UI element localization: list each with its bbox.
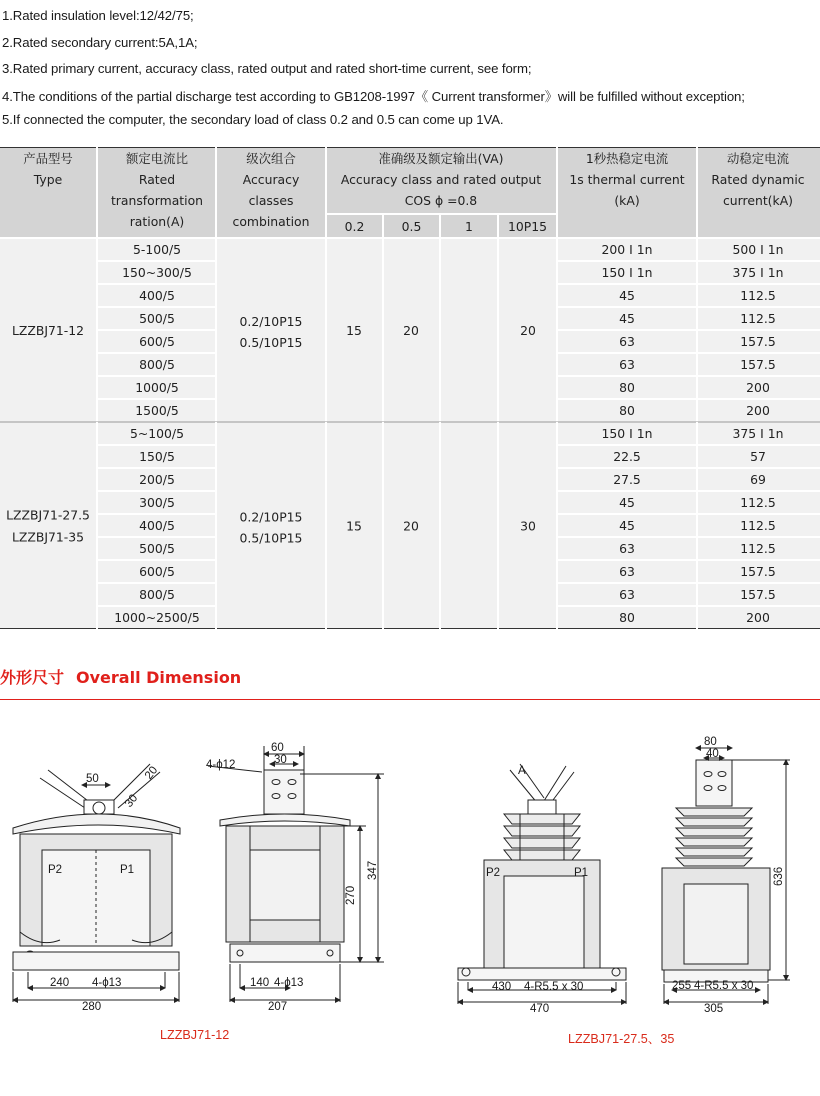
header-type-line: Type (33, 172, 63, 187)
cell-ratio: 400/5 (139, 518, 175, 533)
cell-output-05: 20 (403, 323, 419, 338)
note-2: 2.Rated secondary current:5A,1A; (2, 35, 198, 50)
header-accuracy-sub: 0.2 (344, 219, 365, 234)
cell-dynamic: 112.5 (740, 541, 776, 556)
cell-classes: 0.5/10P15 (239, 530, 303, 546)
cell-classes: 0.2/10P15 (239, 509, 303, 525)
cell-ratio: 5-100/5 (132, 242, 182, 257)
cell-dynamic: 57 (750, 449, 766, 464)
cell-type: LZZBJ71-27.5 (6, 507, 90, 523)
cell-dynamic: 112.5 (740, 495, 776, 510)
cell-ratio: 1000/5 (135, 380, 179, 395)
dim-80: 80 (704, 736, 717, 748)
cell-thermal: 63 (619, 334, 635, 349)
cell-ratio: 1000~2500/5 (114, 610, 200, 625)
cell-thermal: 22.5 (613, 449, 641, 464)
header-type-line: 产品型号 (23, 151, 73, 166)
cell-dynamic: 112.5 (740, 518, 776, 533)
header-ratio-line: Rated (138, 172, 176, 187)
cell-ratio: 600/5 (139, 564, 175, 579)
cell-thermal: 80 (619, 403, 635, 418)
dim-305: 305 (704, 1003, 724, 1015)
header-accuracy-line: COS ϕ =0.8 (404, 193, 478, 208)
cell-thermal: 63 (619, 357, 635, 372)
header-thermal-line: (kA) (614, 193, 640, 208)
note-4: 4.The conditions of the partial discharge test according to GB1208-1997《 Current transformer》will be fulfilled without exception; (2, 89, 745, 104)
cell-dynamic: 375 I 1n (732, 265, 784, 280)
cell-dynamic: 157.5 (740, 587, 776, 602)
cell-ratio: 500/5 (139, 311, 175, 326)
cell-thermal: 150 I 1n (601, 265, 653, 280)
dim-270: 270 (345, 885, 357, 905)
cell-dynamic: 157.5 (740, 334, 776, 349)
dim-30: 30 (122, 792, 141, 810)
cell-thermal: 45 (619, 495, 635, 510)
header-classes-line: 级次组合 (246, 151, 296, 166)
note-3: 3.Rated primary current, accuracy class, rated output and rated short-time current, see form; (2, 61, 532, 76)
cell-dynamic: 112.5 (740, 288, 776, 303)
cell-thermal: 27.5 (613, 472, 641, 487)
drawing-lzzbj71-35-side (662, 748, 790, 1004)
drawing-lzzbj71-35-front (458, 764, 626, 1004)
header-thermal-line: 1s thermal current (569, 172, 685, 187)
section-heading-zh: 外形尺寸 (0, 668, 65, 687)
label-p2-right: P2 (486, 867, 501, 879)
cell-dynamic: 157.5 (740, 564, 776, 579)
dim-20: 20 (142, 764, 161, 782)
cell-thermal: 150 I 1n (601, 426, 653, 441)
cell-classes: 0.2/10P15 (239, 314, 303, 329)
section-heading (0, 665, 241, 688)
dim-hole-label: 4-ϕ12 (206, 759, 236, 771)
header-classes-line: combination (232, 214, 310, 229)
cell-thermal: 80 (619, 380, 635, 395)
spec-table-svg (0, 147, 820, 629)
cell-output-02: 15 (346, 518, 362, 534)
cell-dynamic: 200 (746, 610, 770, 625)
header-classes-line: Accuracy (242, 172, 300, 187)
header-ratio-line: ration(A) (129, 214, 185, 229)
dimension-drawings (0, 700, 820, 1096)
cell-dynamic: 500 I 1n (732, 242, 784, 257)
drawing-lzzbj71-12-side (208, 746, 384, 1002)
dim-holes-side: 4-ϕ13 (274, 977, 304, 989)
cell-thermal: 80 (619, 610, 635, 625)
header-accuracy-line: 准确级及额定输出(VA) (378, 151, 504, 166)
caption-left: LZZBJ71-12 (160, 1028, 230, 1042)
section-heading-en: Overall Dimension (76, 668, 242, 687)
header-accuracy-sub: 0.5 (401, 219, 422, 234)
cell-ratio: 1500/5 (135, 403, 179, 418)
header-ratio-line: 额定电流比 (126, 151, 188, 166)
label-p2-left: P2 (48, 864, 63, 876)
header-accuracy-sub: 1 (465, 219, 473, 234)
header-thermal-line: 1秒热稳定电流 (585, 151, 669, 166)
header-ratio-line: transformation (110, 193, 204, 208)
cell-ratio: 800/5 (139, 587, 175, 602)
label-p1-left: P1 (120, 864, 135, 876)
note-5: 5.If connected the computer, the secondary load of class 0.2 and 0.5 can come up 1VA. (2, 112, 504, 127)
header-accuracy-sub: 10P15 (507, 219, 548, 234)
cell-ratio: 200/5 (139, 472, 175, 487)
header-accuracy-line: Accuracy class and rated output (340, 172, 542, 187)
label-p1-right: P1 (574, 867, 589, 879)
header-dynamic-line: current(kA) (722, 193, 794, 208)
cell-thermal: 45 (619, 288, 635, 303)
cell-ratio: 500/5 (139, 541, 175, 556)
dim-255: 255 (672, 980, 692, 992)
header-dynamic-line: 动稳定电流 (727, 151, 789, 166)
dim-636: 636 (773, 866, 785, 886)
cell-thermal: 63 (619, 587, 635, 602)
cell-dynamic: 157.5 (740, 357, 776, 372)
dim-slots-front: 4-R5.5 x 30 (524, 981, 584, 993)
cell-dynamic: 69 (750, 472, 766, 487)
cell-thermal: 200 I 1n (601, 242, 653, 257)
header-classes-line: classes (248, 193, 294, 208)
dim-470: 470 (530, 1003, 550, 1015)
dim-30-side: 30 (274, 754, 287, 766)
dim-240: 240 (50, 977, 70, 989)
cell-ratio: 800/5 (139, 357, 175, 372)
cell-dynamic: 112.5 (740, 311, 776, 326)
cell-thermal: 63 (619, 564, 635, 579)
header-dynamic-line: Rated dynamic (711, 172, 805, 187)
dim-40: 40 (706, 748, 719, 760)
dim-207: 207 (268, 1001, 288, 1013)
cell-ratio: 300/5 (139, 495, 175, 510)
cell-thermal: 45 (619, 518, 635, 533)
cell-thermal: 63 (619, 541, 635, 556)
cell-type: LZZBJ71-35 (11, 529, 85, 545)
cell-thermal: 45 (619, 311, 635, 326)
dim-140: 140 (250, 977, 270, 989)
dim-slots-side: 4-R5.5 x 30 (694, 980, 754, 992)
cell-dynamic: 200 (746, 403, 770, 418)
cell-ratio: 400/5 (139, 288, 175, 303)
cell-dynamic: 200 (746, 380, 770, 395)
label-a: A (518, 765, 526, 777)
cell-output-10p15: 30 (520, 518, 536, 534)
cell-ratio: 150/5 (139, 449, 175, 464)
caption-right: LZZBJ71-27.5、35 (568, 1032, 675, 1046)
cell-dynamic: 375 I 1n (732, 426, 784, 441)
cell-ratio: 5~100/5 (130, 426, 184, 441)
dim-347: 347 (367, 860, 379, 880)
cell-ratio: 150~300/5 (122, 265, 192, 280)
cell-output-10p15: 20 (520, 323, 536, 338)
drawing-lzzbj71-12-front (13, 764, 180, 1002)
dim-280: 280 (82, 1001, 102, 1013)
dim-50: 50 (86, 773, 99, 785)
spec-table (0, 147, 820, 629)
note-1: 1.Rated insulation level:12/42/75; (2, 8, 194, 23)
dim-430: 430 (492, 981, 512, 993)
cell-output-05: 20 (403, 518, 419, 534)
dim-60: 60 (271, 742, 284, 754)
dim-holes-left: 4-ϕ13 (92, 977, 122, 989)
cell-classes: 0.5/10P15 (239, 335, 303, 350)
cell-type: LZZBJ71-12 (11, 323, 85, 338)
cell-output-02: 15 (346, 323, 362, 338)
cell-ratio: 600/5 (139, 334, 175, 349)
